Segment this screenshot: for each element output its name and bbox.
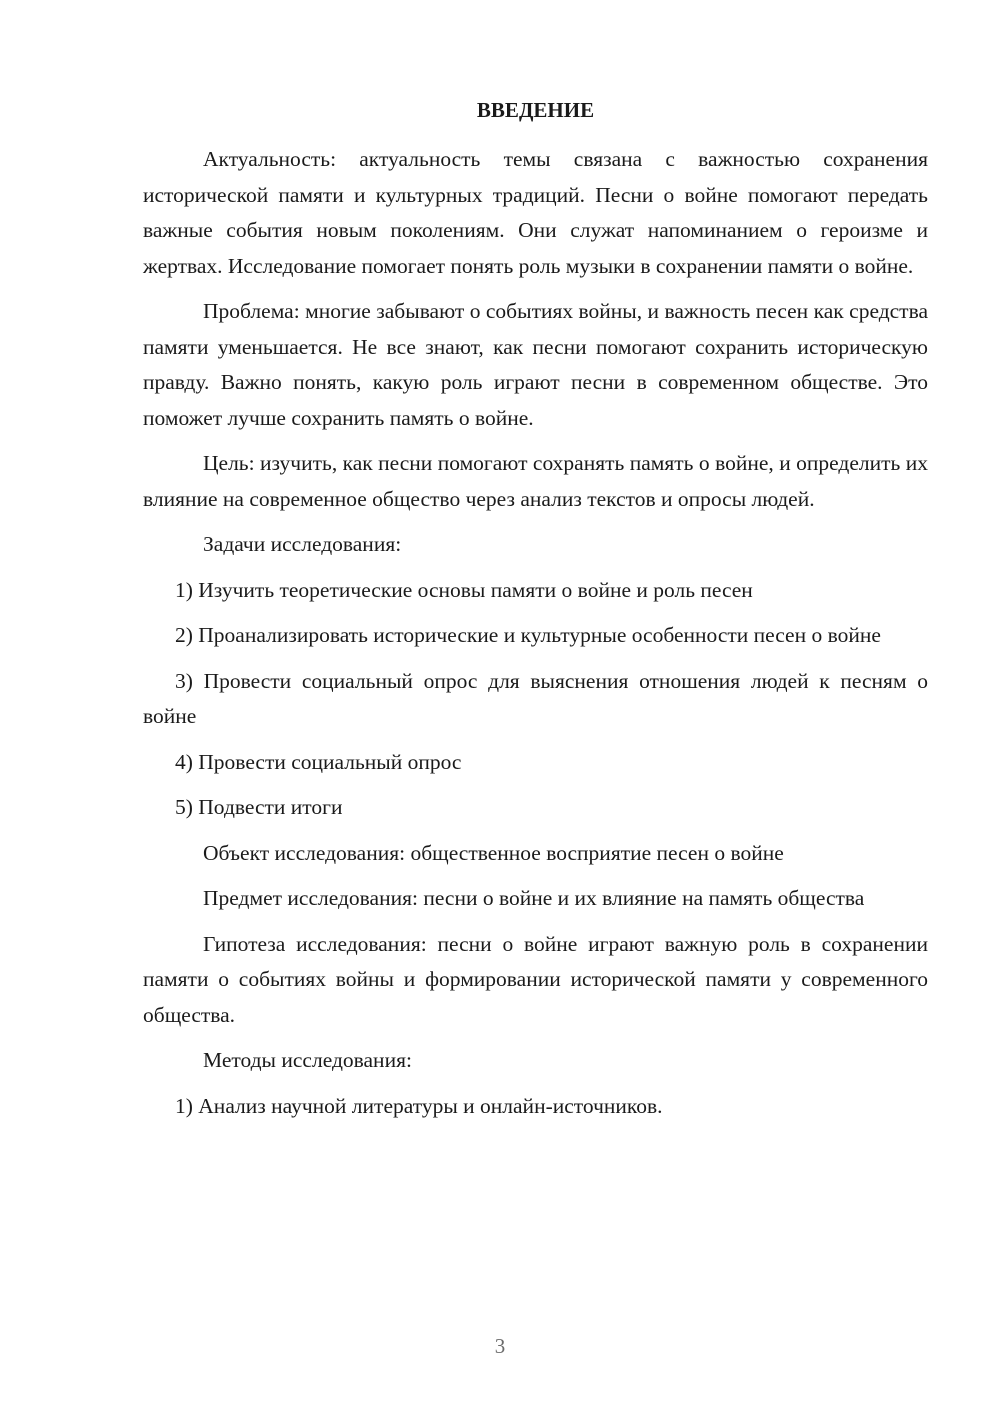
paragraph-problem: Проблема: многие забывают о событиях войны, и важность песен как средства памяти уменьшается. Не все знают, как песни помогают сохранить историческую правду. Важно понять, какую роль играют песни в современном обществе. Это поможет лучше сохранить память о войне. [143,299,928,430]
task-item-1: 1) Изучить теоретические основы памяти о войне и роль песен [175,577,753,602]
methods-heading: Методы исследования: [203,1048,412,1072]
task-item-3: 3) Провести социальный опрос для выяснения отношения людей к песням о войне [143,668,928,728]
method-item-1: 1) Анализ научной литературы и онлайн-источников. [175,1093,663,1118]
page-number: 3 [494,1334,506,1358]
paragraph-subject: Предмет исследования: песни о войне и их влияние на память общества [203,886,865,910]
page-content [143,94,928,1134]
paragraph-relevance: Актуальность: актуальность темы связана с важностью сохранения исторической памяти и культурных традиций. Песни о войне помогают передать важные события новым поколениям. Они служат напоминанием о героизме и жертвах. Исследование помогает понять роль музыки в сохранении памяти о войне. [143,147,928,278]
section-title: ВВЕДЕНИЕ [476,98,595,122]
tasks-heading: Задачи исследования: [203,532,402,556]
paragraph-hypothesis: Гипотеза исследования: песни о войне играют важную роль в сохранении памяти о событиях войны и формировании исторической памяти у современного общества. [143,931,928,1027]
task-item-2: 2) Проанализировать исторические и культурные особенности песен о войне [175,623,881,647]
paragraph-goal: Цель: изучить, как песни помогают сохранять память о войне, и определить их влияние на современное общество через анализ текстов и опросы людей. [143,451,928,511]
task-item-5: 5) Подвести итоги [175,795,343,819]
task-item-4: 4) Провести социальный опрос [175,749,462,774]
paragraph-object: Объект исследования: общественное восприятие песен о войне [203,840,784,865]
